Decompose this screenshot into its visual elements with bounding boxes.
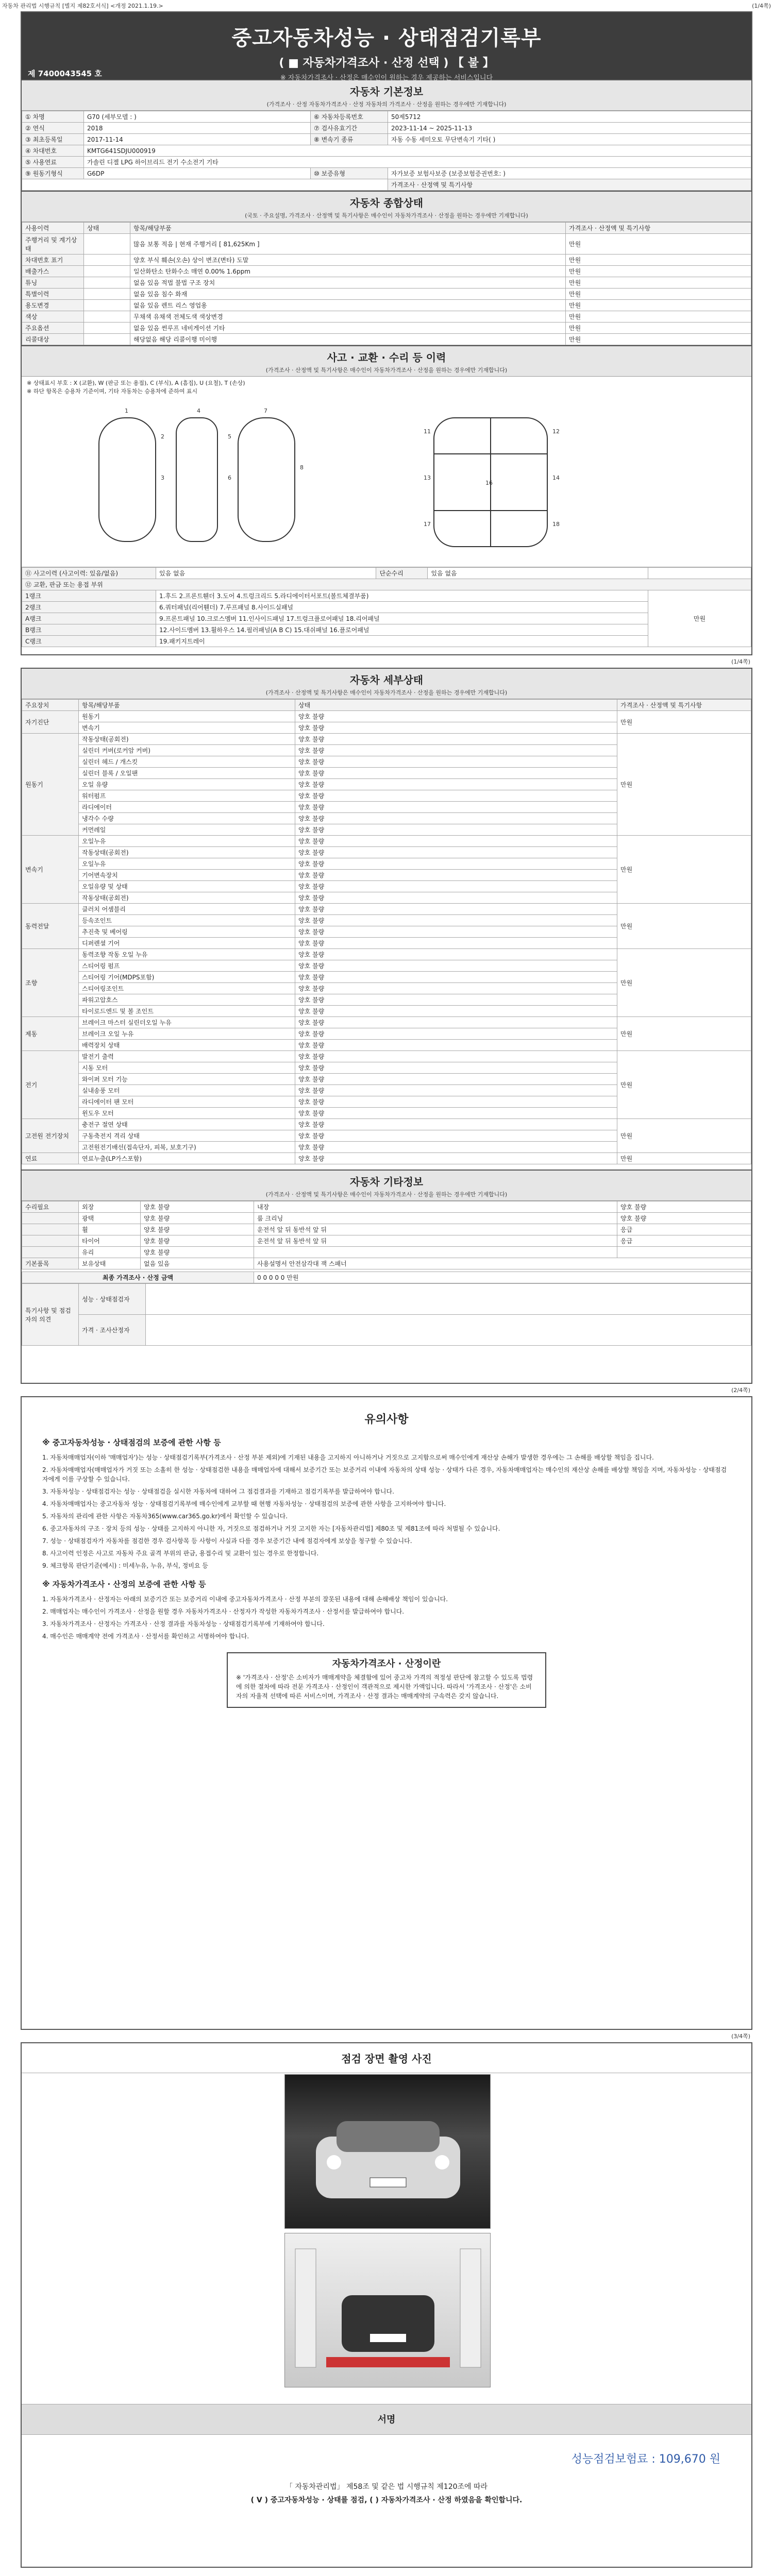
page-3 bbox=[21, 1396, 752, 2030]
item-state: 양호 불량 bbox=[295, 1142, 617, 1153]
state: 양호 불량 bbox=[141, 1224, 254, 1235]
final-price-label: 최종 가격조사 · 산정 금액 bbox=[22, 1272, 254, 1283]
state: 양호 불량 bbox=[617, 1213, 751, 1224]
cell-label: ③ 최초등록일 bbox=[22, 134, 84, 145]
rank-label: C랭크 bbox=[22, 636, 156, 647]
cell-value: 2018 bbox=[84, 123, 311, 134]
page-1 bbox=[21, 11, 752, 655]
item-label: 실린더 커버(로커암 커버) bbox=[79, 745, 295, 756]
notice-paragraphs-2 bbox=[42, 1595, 731, 1641]
cell-value: 자가보증 보험사보증 (보증보험증권번호: ) bbox=[388, 168, 751, 179]
legend bbox=[22, 377, 751, 397]
svg-text:11: 11 bbox=[424, 428, 431, 435]
item-label: 오일누유 bbox=[79, 836, 295, 847]
svg-text:16: 16 bbox=[485, 480, 493, 486]
cell-label: ② 연식 bbox=[22, 123, 84, 134]
item-label: 구동축전지 격리 상태 bbox=[79, 1130, 295, 1142]
notice-paragraph: 2. 자동차매매업자(매매업자가 거짓 또는 소홀히 한 성능 · 상태점검한 내용을 매매업자에 대해서 보증기간 또는 보증거리 이내에 자동차의 상태 성능 · 상태가 다른 경우, 자동차매매업자는 매수인의 재산상 손해를 배상할 책임을 지며, 자동차성능 · 상태점검자에게 이를 구상할 수 있습니다. bbox=[42, 1466, 727, 1483]
item-state: 양호 불량 bbox=[295, 711, 617, 722]
section-note: (국토 · 주요설명, 가격조사 · 산정액 및 특기사항은 매수인이 자동차가격조사 · 산정을 원하는 경우에만 기재합니다) bbox=[245, 212, 528, 219]
notice-subtitle: ※ 중고자동차성능 · 상태점검의 보증에 관한 사항 등 bbox=[42, 1438, 221, 1447]
notice-title: 유의사항 bbox=[364, 1413, 409, 1426]
row-value: 해당없음 해당 리콜이행 미이행 bbox=[130, 334, 566, 345]
state: 양호 불량 bbox=[141, 1235, 254, 1247]
group-price: 만원 bbox=[617, 1051, 751, 1119]
row-price: 만원 bbox=[566, 266, 751, 277]
item-label: 고전원전기배선(접속단자, 피복, 보호기구) bbox=[79, 1142, 295, 1153]
accident-history-section bbox=[22, 345, 751, 647]
notice-paragraph: 1. 자동차매매업자(이하 '매매업자')는 성능 · 상태점검기록부(가격조사 · 산정 부분 제외)에 기재된 내용을 고지하지 아니하거나 거짓으로 고지함으로써 매수인에게 재산상 손해가 발생한 경우에는 그 손해를 배상할 책임을 집니다. bbox=[42, 1454, 654, 1461]
svg-text:7: 7 bbox=[264, 408, 267, 414]
group-price: 만원 bbox=[617, 1153, 751, 1164]
cell-value: G6DP bbox=[84, 168, 311, 179]
state: 응급 bbox=[617, 1224, 751, 1235]
detail-row bbox=[22, 949, 751, 960]
cell-value: 2017-11-14 bbox=[84, 134, 311, 145]
rank-label: 1랭크 bbox=[22, 590, 156, 602]
detail-row bbox=[22, 1051, 751, 1062]
item-label: 원동기 bbox=[79, 711, 295, 722]
item-label: 연료누출(LP가스포함) bbox=[79, 1153, 295, 1164]
price-label: 가격조사 · 산정액 및 특기사항 bbox=[388, 179, 751, 191]
rank-label: 2랭크 bbox=[22, 602, 156, 613]
notice-paragraph: 1. 자동차가격조사 · 산정자는 아래의 보증기간 또는 보증거리 이내에 중고자동차가격조사 · 산정 부분의 잘못된 내용에 대해 손해배상 책임이 있습니다. bbox=[42, 1596, 448, 1603]
item-label: 동력조향 작동 오일 누유 bbox=[79, 949, 295, 960]
item-state: 양호 불량 bbox=[295, 1108, 617, 1119]
item-state: 양호 불량 bbox=[295, 938, 617, 949]
notice-paragraph: 6. 중고자동차의 구조 · 장치 등의 성능 · 상태를 고지하지 아니한 자, 거짓으로 점검하거나 거짓 고지한 자는 [자동차관리법] 제80조 및 제81조에 따라 처벌될 수 있습니다. bbox=[42, 1525, 500, 1532]
item-state: 양호 불량 bbox=[295, 824, 617, 836]
item-state: 양호 불량 bbox=[295, 1074, 617, 1085]
state: 양호 불량 bbox=[617, 1201, 751, 1213]
special-label: 특기사항 및 점검자의 의견 bbox=[22, 1284, 79, 1346]
col-header: 가격조사 · 산정액 및 특기사항 bbox=[617, 700, 751, 711]
section-note: (가격조사 · 산정액 및 특기사항은 매수인이 자동차가격조사 · 산정을 원하는 경우에만 기재합니다) bbox=[265, 367, 508, 374]
basic-info-section bbox=[22, 79, 751, 191]
item-label: 등속조인트 bbox=[79, 915, 295, 926]
svg-text:5: 5 bbox=[228, 433, 231, 440]
item-state: 양호 불량 bbox=[295, 847, 617, 858]
cell-label: ⑥ 자동차등록번호 bbox=[311, 111, 388, 123]
row-value: 없음 있음 썬루프 네비게이션 기타 bbox=[130, 323, 566, 334]
item-label: 냉각수 수량 bbox=[79, 813, 295, 824]
item-label: 추진축 및 베어링 bbox=[79, 926, 295, 938]
item-label: 클러치 어셈블리 bbox=[79, 904, 295, 915]
group-label: 연료 bbox=[22, 1153, 79, 1164]
item: 타이어 bbox=[79, 1235, 141, 1247]
item-state: 양호 불량 bbox=[295, 768, 617, 779]
row-label: 수리필요 bbox=[22, 1201, 79, 1213]
notice-paragraph: 4. 자동차매매업자는 중고자동차 성능 · 상태점검기록부에 매수인에게 교부할 때 현행 자동차성능 · 상태점검의 보증에 관한 사항을 고지하여야 합니다. bbox=[42, 1500, 446, 1507]
cell-value: 50제5712 bbox=[388, 111, 751, 123]
final-price-table bbox=[22, 1272, 751, 1283]
col-header: 항목/해당부품 bbox=[79, 700, 295, 711]
row-label: 특별이력 bbox=[22, 289, 84, 300]
item-label: 브레이크 마스터 실린더오일 누유 bbox=[79, 1017, 295, 1028]
rank-label: B랭크 bbox=[22, 624, 156, 636]
etc-table: 수리필요 외장 양호 불량 내장 양호 불량 광택 양호 불량 룸 크리닝 양호 불량 휠 양호 불량 운전석 앞 뒤 동반석 앞 뒤 응급 타이어 양호 불량 운전석 앞 뒤 동반석 앞 뒤 응급 유리 양호 불량 기본품목 보유상태 없음 있음 사용설명서 안전삼각대 잭 스패너 bbox=[22, 1201, 751, 1269]
row-price: 만원 bbox=[566, 334, 751, 345]
item-state: 양호 불량 bbox=[295, 926, 617, 938]
history-value: 있음 없음 bbox=[156, 568, 376, 579]
page-footer: (2/4쪽) bbox=[731, 1387, 750, 1394]
insurance-fee: 성능점검보험료 : 109,670 원 bbox=[571, 2453, 720, 2466]
row-price: 만원 bbox=[566, 234, 751, 255]
state bbox=[617, 1247, 751, 1258]
col-header: 항목/해당부품 bbox=[130, 223, 566, 234]
cell-value: KMTG641SDJU000919 bbox=[84, 145, 751, 157]
svg-text:17: 17 bbox=[424, 521, 431, 528]
item-label: 배력장치 상태 bbox=[79, 1040, 295, 1051]
row-value: 일산화탄소 탄화수소 매연 0.00% 1.6ppm bbox=[130, 266, 566, 277]
section-note: (가격조사 · 산정 자동차가격조사 · 산정 자동차의 가격조사 · 산정을 원하는 경우에만 기재합니다) bbox=[266, 101, 507, 108]
row-value: 없음 있음 적법 불법 구조 장치 bbox=[130, 277, 566, 289]
item: 룸 크리닝 bbox=[254, 1213, 617, 1224]
item-state: 양호 불량 bbox=[295, 779, 617, 790]
document-number: 제 7400043545 호 bbox=[28, 69, 102, 78]
item-state: 양호 불량 bbox=[295, 1153, 617, 1164]
accident-table bbox=[22, 567, 751, 647]
document-subtitle: ( ■ 자동차가격조사 · 산정 선택 ) 【 불 】 bbox=[279, 57, 494, 70]
section-note: (가격조사 · 산정액 및 특기사항은 매수인이 자동차가격조사 · 산정을 원하는 경우에만 기재합니다) bbox=[265, 1191, 508, 1198]
item-label: 실린더 블록 / 오일팬 bbox=[79, 768, 295, 779]
row-label: 튜닝 bbox=[22, 277, 84, 289]
state: 양호 불량 bbox=[141, 1247, 254, 1258]
item-label: 워터펌프 bbox=[79, 790, 295, 802]
item-state: 양호 불량 bbox=[295, 836, 617, 847]
row-label: 배출가스 bbox=[22, 266, 84, 277]
item-label: 스티어링조인트 bbox=[79, 983, 295, 994]
item-label: 와이퍼 모터 기능 bbox=[79, 1074, 295, 1085]
law-statement-2: ( V ) 중고자동차성능 · 상태를 점검, ( ) 자동차가격조사 · 산정 하였음을 확인합니다. bbox=[250, 2496, 523, 2504]
item-state: 양호 불량 bbox=[295, 802, 617, 813]
item-state: 양호 불량 bbox=[295, 1119, 617, 1130]
rank-value: 12.사이드멤버 13.휠하우스 14.필러패널(A B C) 15.대쉬패널 16.플로어패널 bbox=[156, 624, 648, 636]
col-header: 가격조사 · 산정액 및 특기사항 bbox=[566, 223, 751, 234]
notice-paragraph: 3. 자동차성능 · 상태점검자는 성능 · 상태점검을 실시한 자동차에 대하여 그 점검결과를 기재하고 점검기록부를 발급하여야 합니다. bbox=[42, 1488, 394, 1495]
law-statement-1: 「 자동차관리법」 제58조 및 같은 법 시행규칙 제120조에 따라 bbox=[285, 2483, 488, 2491]
item-label: 스티어링 펌프 bbox=[79, 960, 295, 972]
cell-label: ⑩ 보증유형 bbox=[311, 168, 388, 179]
detail-row bbox=[22, 734, 751, 745]
section-title: 자동차 기본정보 bbox=[349, 86, 424, 98]
state: 응급 bbox=[617, 1235, 751, 1247]
group-label: 동력전달 bbox=[22, 904, 79, 949]
top-bar bbox=[0, 0, 773, 9]
special-notes-table bbox=[22, 1283, 751, 1346]
item: 사용설명서 안전삼각대 잭 스패너 bbox=[254, 1258, 751, 1269]
car-photo-front bbox=[285, 2075, 491, 2229]
item-label: 타이로드엔드 및 볼 조인트 bbox=[79, 1006, 295, 1017]
row-label: 용도변경 bbox=[22, 300, 84, 311]
row-value: 양호 부식 훼손(오손) 상이 변조(변타) 도말 bbox=[130, 255, 566, 266]
cell-label: ⑦ 검사유효기간 bbox=[311, 123, 388, 134]
item-state: 양호 불량 bbox=[295, 1040, 617, 1051]
section-title: 자동차 기타정보 bbox=[349, 1176, 424, 1188]
notice-paragraphs bbox=[42, 1453, 731, 1570]
item-label: 작동상태(공회전) bbox=[79, 847, 295, 858]
item: 휠 bbox=[79, 1224, 141, 1235]
item bbox=[254, 1247, 617, 1258]
cell-label: ① 차명 bbox=[22, 111, 84, 123]
item-state: 양호 불량 bbox=[295, 1051, 617, 1062]
item-label: 시동 모터 bbox=[79, 1062, 295, 1074]
item-state: 양호 불량 bbox=[295, 949, 617, 960]
item-label: 파워고압호스 bbox=[79, 994, 295, 1006]
item-label: 발전기 출력 bbox=[79, 1051, 295, 1062]
item-label: 변속기 bbox=[79, 722, 295, 734]
item-state: 양호 불량 bbox=[295, 960, 617, 972]
detail-row bbox=[22, 904, 751, 915]
item-label: 오일 유량 bbox=[79, 779, 295, 790]
rank-price: 만원 bbox=[648, 590, 751, 647]
col-header: 상태 bbox=[295, 700, 617, 711]
rank-label: A랭크 bbox=[22, 613, 156, 624]
group-label: 조향 bbox=[22, 949, 79, 1017]
notice-paragraph: 8. 사고이력 인정은 사고로 자동차 주요 골격 부위의 판금, 용접수리 및 교환이 있는 경우로 한정합니다. bbox=[42, 1550, 319, 1557]
item-label: 윈도우 모터 bbox=[79, 1108, 295, 1119]
group-price: 만원 bbox=[617, 1119, 751, 1153]
row-label: 리콜대상 bbox=[22, 334, 84, 345]
inspector-label: 성능 · 상태점검자 bbox=[79, 1284, 146, 1315]
group-label: 전기 bbox=[22, 1051, 79, 1119]
row-label: 주요옵션 bbox=[22, 323, 84, 334]
cell-value: 가솔린 디젤 LPG 하이브리드 전기 수소전기 기타 bbox=[84, 157, 751, 168]
item-state: 양호 불량 bbox=[295, 915, 617, 926]
cell-value: 자동 수동 세미오토 무단변속기 기타( ) bbox=[388, 134, 751, 145]
item-state: 양호 불량 bbox=[295, 745, 617, 756]
page-footer: (1/4쪽) bbox=[731, 658, 750, 665]
item-state: 양호 불량 bbox=[295, 1017, 617, 1028]
item-state: 양호 불량 bbox=[295, 983, 617, 994]
damage-diagram bbox=[22, 397, 751, 567]
group-label: 원동기 bbox=[22, 734, 79, 836]
overall-status-table bbox=[22, 222, 751, 345]
item-state: 양호 불량 bbox=[295, 881, 617, 892]
row-value: 많음 보통 적음 | 현재 주행거리 [ 81,625Km ] bbox=[130, 234, 566, 255]
svg-text:12: 12 bbox=[552, 428, 560, 435]
svg-text:1: 1 bbox=[125, 408, 128, 414]
document-note: ※ 자동차가격조사 · 산정은 매수인이 원하는 경우 제공하는 서비스입니다 bbox=[280, 74, 493, 82]
col-header: 사용이력 bbox=[22, 223, 84, 234]
item-state: 양호 불량 bbox=[295, 972, 617, 983]
section-note: (가격조사 · 산정액 및 특기사항은 매수인이 자동차가격조사 · 산정을 원하는 경우에만 기재합니다) bbox=[265, 689, 508, 696]
item-label: 커먼레일 bbox=[79, 824, 295, 836]
item-state: 양호 불량 bbox=[295, 994, 617, 1006]
repair-value: 있음 없음 bbox=[428, 568, 648, 579]
state: 양호 불량 bbox=[141, 1213, 254, 1224]
notice-paragraph: 7. 성능 · 상태점검자가 자동차를 점검한 경우 검사항목 등 사항이 사실과 다를 경우 보증기간 내에 점검자에게 보상을 청구할 수 있습니다. bbox=[42, 1537, 412, 1545]
row-value: 없음 있음 침수 화재 bbox=[130, 289, 566, 300]
row-label: 주행거리 및 계기상태 bbox=[22, 234, 84, 255]
final-price-value: 0 0 0 0 0 만원 bbox=[254, 1272, 751, 1283]
notice-paragraph: 5. 자동차의 관리에 관한 사항은 자동차365(www.car365.go.kr)에서 확인할 수 있습니다. bbox=[42, 1513, 288, 1520]
item: 운전석 앞 뒤 동반석 앞 뒤 bbox=[254, 1224, 617, 1235]
item-state: 양호 불량 bbox=[295, 904, 617, 915]
item-label: 디퍼렌셜 기어 bbox=[79, 938, 295, 949]
item-state: 양호 불량 bbox=[295, 1096, 617, 1108]
item-state: 양호 불량 bbox=[295, 790, 617, 802]
row-value: 무채색 유채색 전체도색 색상변경 bbox=[130, 311, 566, 323]
legend-text-2: ※ 하단 항목은 승용차 기준이며, 기타 자동차는 승용차에 준하여 표시 bbox=[27, 388, 198, 395]
repair-label: 단순수리 bbox=[376, 568, 428, 579]
item-label: 실린더 헤드 / 개스킷 bbox=[79, 756, 295, 768]
detail-table bbox=[22, 699, 751, 1164]
item-state: 양호 불량 bbox=[295, 813, 617, 824]
exterior-label: ⑫ 교환, 판금 또는 용접 부위 bbox=[22, 579, 751, 590]
item-label: 스티어링 기어(MDPS포함) bbox=[79, 972, 295, 983]
item: 외장 bbox=[79, 1201, 141, 1213]
svg-text:3: 3 bbox=[161, 474, 164, 481]
rank-value: 19.패키지트레이 bbox=[156, 636, 648, 647]
detail-row bbox=[22, 1153, 751, 1164]
notice-subtitle-2: ※ 자동차가격조사 · 산정의 보증에 관한 사항 등 bbox=[42, 1580, 206, 1589]
state: 없음 있음 bbox=[141, 1258, 254, 1269]
svg-text:6: 6 bbox=[228, 474, 231, 481]
page-4 bbox=[21, 2042, 752, 2568]
detail-row bbox=[22, 711, 751, 722]
appraisal-definition-box bbox=[227, 1652, 546, 1708]
item-state: 양호 불량 bbox=[295, 1006, 617, 1017]
item: 광택 bbox=[79, 1213, 141, 1224]
item-state: 양호 불량 bbox=[295, 870, 617, 881]
cell-label: ⑧ 변속기 종류 bbox=[311, 134, 388, 145]
detail-row bbox=[22, 1119, 751, 1130]
item-state: 양호 불량 bbox=[295, 1028, 617, 1040]
notice-paragraph: 9. 체크항목 판단기준(예시) : 미세누유, 누유, 부식, 정비요 등 bbox=[42, 1562, 208, 1569]
item-label: 실내송풍 모터 bbox=[79, 1085, 295, 1096]
cell-value: 2023-11-14 ~ 2025-11-13 bbox=[388, 123, 751, 134]
item-state: 양호 불량 bbox=[295, 858, 617, 870]
cell-label: ④ 차대번호 bbox=[22, 145, 84, 157]
row-label: 색상 bbox=[22, 311, 84, 323]
history-label: ⑪ 사고이력 (사고이력: 있음/없음) bbox=[22, 568, 156, 579]
item-label: 기어변속장치 bbox=[79, 870, 295, 881]
item-label: 작동상태(공회전) bbox=[79, 892, 295, 904]
row-price: 만원 bbox=[566, 323, 751, 334]
car-outline-diagram bbox=[22, 397, 752, 562]
inspection-photo-rear bbox=[284, 2233, 491, 2387]
state: 양호 불량 bbox=[141, 1201, 254, 1213]
detail-row bbox=[22, 1017, 751, 1028]
form-reference: 자동차 관리법 시행규칙 [별지 제82호서식] <개정 2021.1.19.> bbox=[2, 3, 163, 9]
car-photo-rear bbox=[285, 2233, 491, 2387]
group-price: 만원 bbox=[617, 836, 751, 904]
page-footer: (3/4쪽) bbox=[731, 2033, 750, 2040]
svg-text:18: 18 bbox=[552, 521, 560, 528]
cell-value: G70 (세부모델 : ) bbox=[84, 111, 311, 123]
svg-text:14: 14 bbox=[552, 474, 560, 481]
rank-value: 6.쿼터패널(리어휀더) 7.루프패널 8.사이드실패널 bbox=[156, 602, 648, 613]
svg-text:2: 2 bbox=[161, 433, 164, 440]
page-2 bbox=[21, 668, 752, 1384]
notice-paragraph: 2. 매매업자는 매수인이 가격조사 · 산정을 원할 경우 자동차가격조사 · 산정자가 작성한 자동차가격조사 · 산정서를 발급하여야 합니다. bbox=[42, 1608, 405, 1615]
item-state: 양호 불량 bbox=[295, 756, 617, 768]
group-label: 제동 bbox=[22, 1017, 79, 1051]
item-label: 충전구 절연 상태 bbox=[79, 1119, 295, 1130]
section-title: 자동차 종합상태 bbox=[349, 197, 424, 209]
item-label: 라디에이터 팬 모터 bbox=[79, 1096, 295, 1108]
group-label: 변속기 bbox=[22, 836, 79, 904]
item-label: 오일누유 bbox=[79, 858, 295, 870]
row-value: 없음 있음 렌트 리스 영업용 bbox=[130, 300, 566, 311]
row-price: 만원 bbox=[566, 255, 751, 266]
item-state: 양호 불량 bbox=[295, 722, 617, 734]
notice-paragraph: 3. 자동차가격조사 · 산정자는 가격조사 · 산정 결과를 자동차성능 · 상태점검기록부에 기재하여야 합니다. bbox=[42, 1620, 325, 1628]
inspection-photo-front bbox=[284, 2074, 491, 2229]
box-text: ※ '가격조사 · 산정'은 소비자가 매매계약을 체결함에 있어 중고차 가격의 적정성 판단에 참고할 수 있도록 법령에 의한 절차에 따라 전문 가격조사 · 산정인이 객관적으로 제시한 가액입니다. 따라서 '가격조사 · 산정'은 소비자의 자율적 선택에 따른 서비스이며, 가격조사 · 산정 결과는 매매계약의 구속력은 갖지 않습니다. bbox=[236, 1674, 533, 1700]
item: 유리 bbox=[79, 1247, 141, 1258]
notice-paragraph: 4. 매수인은 매매계약 전에 가격조사 · 산정서를 확인하고 서명하여야 합니다. bbox=[42, 1633, 249, 1640]
group-price: 만원 bbox=[617, 904, 751, 949]
col-header: 상태 bbox=[84, 223, 130, 234]
group-price: 만원 bbox=[617, 1017, 751, 1051]
row-price: 만원 bbox=[566, 289, 751, 300]
legend-text: ※ 상태표시 부호 : X (교환), W (판금 또는 용접), C (부식), A (흠집), U (요철), T (손상) bbox=[27, 380, 245, 386]
item-state: 양호 불량 bbox=[295, 1062, 617, 1074]
svg-text:8: 8 bbox=[300, 464, 304, 471]
photos-title: 점검 장면 촬영 사진 bbox=[22, 2043, 751, 2073]
item-label: 오일유량 및 상태 bbox=[79, 881, 295, 892]
rank-value: 9.프론트패널 10.크로스멤버 11.인사이드패널 17.트렁크플로어패널 18.리어패널 bbox=[156, 613, 648, 624]
cell-label: ⑤ 사용연료 bbox=[22, 157, 84, 168]
item-label: 라디에이터 bbox=[79, 802, 295, 813]
basic-info-table bbox=[22, 111, 751, 191]
section-title: 자동차 세부상태 bbox=[349, 674, 424, 686]
item: 내장 bbox=[254, 1201, 617, 1213]
group-price: 만원 bbox=[617, 949, 751, 1017]
row-price: 만원 bbox=[566, 277, 751, 289]
group-price: 만원 bbox=[617, 734, 751, 836]
overall-status-section bbox=[22, 191, 751, 345]
item-label: 브레이크 오일 누유 bbox=[79, 1028, 295, 1040]
cell-label: ⑨ 원동기형식 bbox=[22, 168, 84, 179]
col-header: 주요장치 bbox=[22, 700, 79, 711]
group-price: 만원 bbox=[617, 711, 751, 734]
group-label: 고전원 전기장치 bbox=[22, 1119, 79, 1153]
group-label: 자기진단 bbox=[22, 711, 79, 734]
detail-row bbox=[22, 836, 751, 847]
section-title: 사고 · 교환 · 수리 등 이력 bbox=[327, 351, 446, 364]
item: 운전석 앞 뒤 동반석 앞 뒤 bbox=[254, 1235, 617, 1247]
box-title: 자동차가격조사 · 산정이란 bbox=[332, 1658, 441, 1669]
page-counter: (1/4쪽) bbox=[752, 3, 771, 9]
item-state: 양호 불량 bbox=[295, 892, 617, 904]
item: 보유상태 bbox=[79, 1258, 141, 1269]
item-state: 양호 불량 bbox=[295, 1130, 617, 1142]
item-state: 양호 불량 bbox=[295, 1085, 617, 1096]
document-header bbox=[22, 12, 751, 82]
document-title: 중고자동차성능 · 상태점검기록부 bbox=[231, 26, 542, 50]
rank-value: 1.후드 2.프론트휀더 3.도어 4.트렁크리드 5.라디에이터서포트(볼트체결부품) bbox=[156, 590, 648, 602]
appraiser-label: 가격 · 조사산정자 bbox=[79, 1315, 146, 1346]
row-price: 만원 bbox=[566, 300, 751, 311]
svg-text:13: 13 bbox=[424, 474, 431, 481]
signature-label: 서명 bbox=[22, 2404, 751, 2435]
svg-text:4: 4 bbox=[197, 408, 200, 414]
item-label: 작동상태(공회전) bbox=[79, 734, 295, 745]
row-label: 차대번호 표기 bbox=[22, 255, 84, 266]
row-price: 만원 bbox=[566, 311, 751, 323]
item-state: 양호 불량 bbox=[295, 734, 617, 745]
